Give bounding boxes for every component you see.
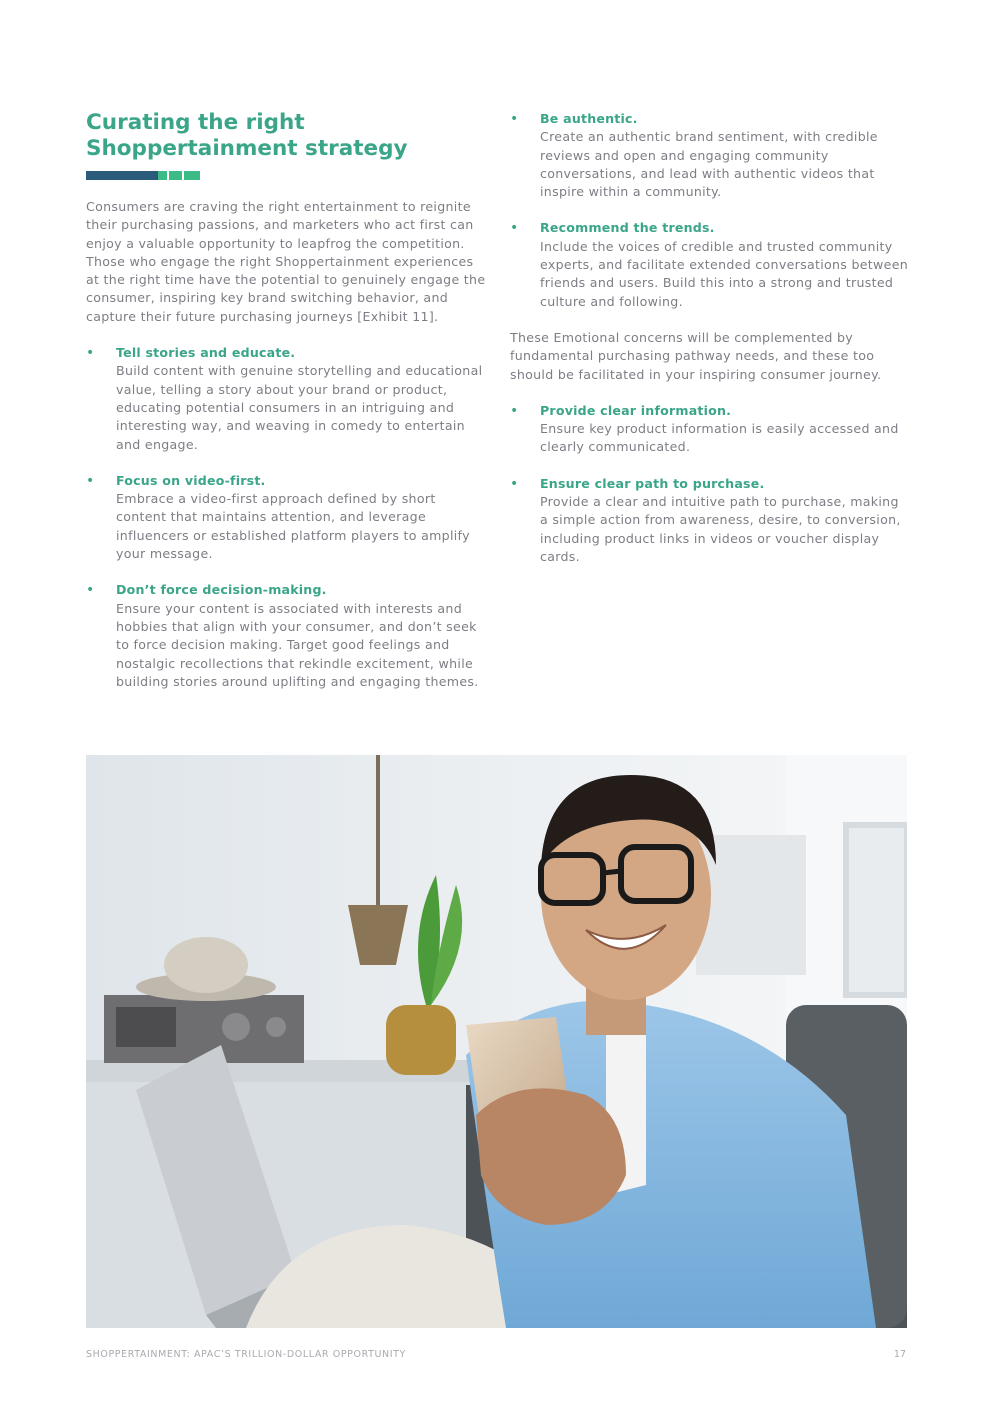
page-heading bbox=[86, 110, 486, 162]
hero-photo bbox=[86, 755, 907, 1328]
bullet-item bbox=[86, 472, 486, 563]
middle-paragraph: These Emotional concerns will be complemented by fundamental purchasing pathway needs, and these too should be facilitated in your inspiring consumer journey. bbox=[510, 329, 882, 382]
bullet-item bbox=[510, 475, 910, 566]
bullet-title: Be authentic. bbox=[540, 111, 638, 126]
bullet-item bbox=[510, 219, 910, 310]
bullet-body: Build content with genuine storytelling and educational value, telling a story about your brand or product, educating potential consumers in an intriguing and interesting way, and weaving in comedy to entertain and engage. bbox=[116, 363, 483, 452]
bullet-dot: • bbox=[510, 402, 519, 419]
bullet-body: Ensure your content is associated with interests and hobbies that align with your consumer, and don’t seek to force decision making. Target good feelings and nostalgic recollections that rekindle excitement, while building stories around uplifting and engaging themes. bbox=[116, 600, 479, 689]
heading-rule-navy bbox=[86, 171, 158, 180]
bullet-title: Ensure clear path to purchase. bbox=[540, 475, 765, 491]
bullet-body: Provide a clear and intuitive path to purchase, making a simple action from awareness, desire, to conversion, including product links in videos or voucher display cards. bbox=[540, 494, 901, 564]
bullet-item bbox=[86, 581, 486, 691]
bullet-item bbox=[86, 344, 486, 454]
left-column bbox=[86, 198, 486, 691]
bullet-title: Don’t force decision-making. bbox=[116, 582, 327, 598]
bullet-dot: • bbox=[86, 472, 95, 489]
bullet-body: Include the voices of credible and trusted community experts, and facilitate extended conversations between friends and users. Build this into a strong and trusted culture and following. bbox=[540, 238, 909, 309]
bullet-title: Focus on video-first. bbox=[116, 472, 266, 488]
bullet-body: Create an authentic brand sentiment, with credible reviews and open and engaging community conversations, and lead with authentic videos that inspire within a community. bbox=[540, 129, 878, 200]
bullet-body: Ensure key product information is easily accessed and clearly communicated. bbox=[540, 421, 899, 455]
heading-line-2: Shoppertainment strategy bbox=[86, 136, 408, 161]
bullet-item bbox=[510, 110, 910, 201]
heading-rule-green-3 bbox=[184, 171, 200, 180]
heading-line-1: Curating the right bbox=[86, 110, 305, 135]
heading-rule-green-1 bbox=[158, 171, 167, 180]
intro-paragraph: Consumers are craving the right entertainment to reignite their purchasing passions, and marketers who act first can enjoy a valuable opportunity to leapfrog the competition. Those who engage the right Shoppertainment experiences at the right time have the potential to genuinely engage the consumer, inspiring key brand switching behavior, and capture their future purchasing journeys [Exhibit 11]. bbox=[86, 199, 486, 324]
bullet-dot: • bbox=[510, 111, 519, 127]
bullet-dot: • bbox=[510, 220, 519, 237]
footer-title: SHOPPERTAINMENT: APAC’S TRILLION-DOLLAR OPPORTUNITY bbox=[86, 1349, 406, 1360]
bullet-body: Embrace a video-first approach defined by short content that maintains attention, and leverage influencers or established platform players to amplify your message. bbox=[116, 491, 470, 562]
photo-man-smartphone-laptop-icon bbox=[86, 755, 907, 1328]
bullet-dot: • bbox=[86, 345, 95, 362]
page-number: 17 bbox=[893, 1349, 906, 1360]
bullet-title: Recommend the trends. bbox=[540, 220, 715, 236]
right-column bbox=[510, 110, 910, 566]
heading-rule-green-2 bbox=[169, 171, 182, 180]
bullet-title: Tell stories and educate. bbox=[116, 345, 296, 361]
bullet-title: Provide clear information. bbox=[540, 402, 732, 418]
bullet-item bbox=[510, 402, 910, 457]
bullet-dot: • bbox=[510, 475, 519, 492]
bullet-dot: • bbox=[86, 582, 95, 599]
